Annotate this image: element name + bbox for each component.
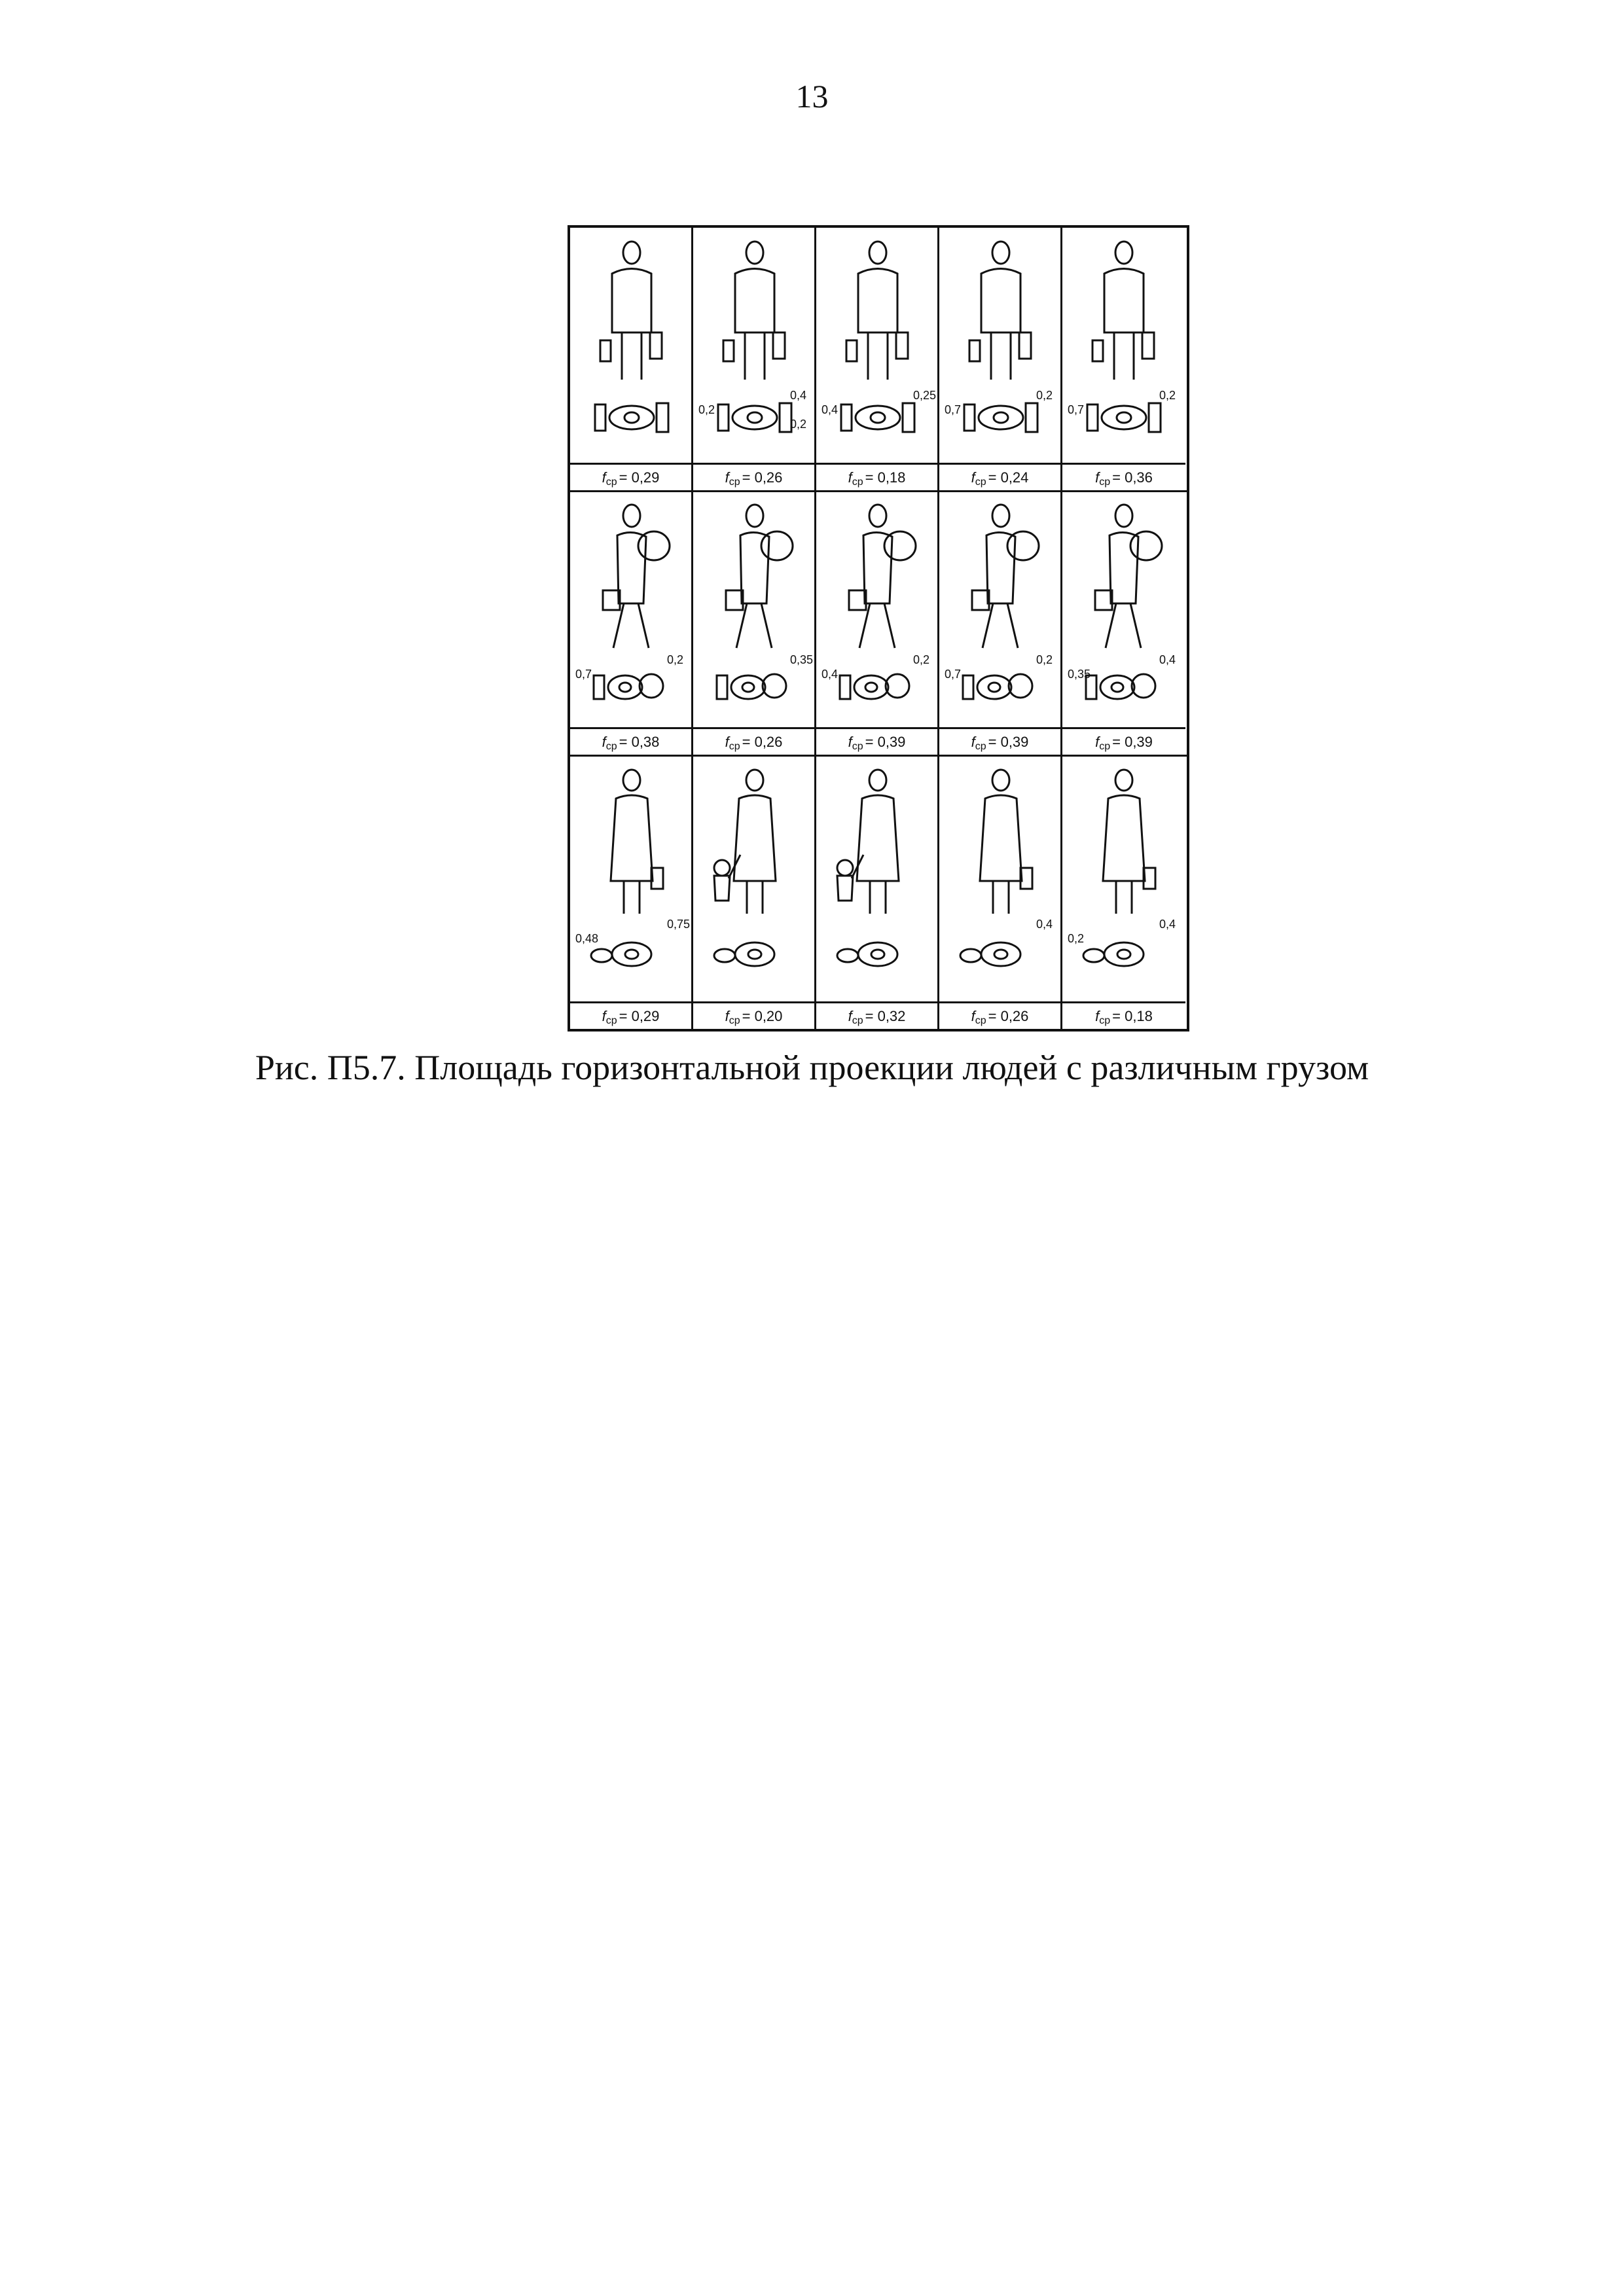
fcp-label xyxy=(693,727,814,755)
person-drawing xyxy=(939,492,1060,729)
dimension-label: 0,7 xyxy=(945,403,962,416)
person-drawing xyxy=(1062,228,1185,465)
fcp-subscript: ср xyxy=(1099,1014,1111,1026)
fcp-value: = 0,18 xyxy=(1112,1007,1153,1024)
figure-cell xyxy=(693,228,816,490)
figure-cell xyxy=(570,757,693,1029)
fcp-symbol: f xyxy=(725,733,729,750)
figure-caption: Рис. П5.7. Площадь горизонтальной проекции людей с различным грузом xyxy=(255,1048,1369,1087)
fcp-subscript: ср xyxy=(975,740,986,752)
fcp-symbol: f xyxy=(602,1007,606,1024)
person-drawing xyxy=(939,757,1060,1001)
person-drawing xyxy=(816,228,937,465)
dimension-label: 0,2 xyxy=(698,403,715,416)
fcp-symbol: f xyxy=(848,1007,852,1024)
figure-cell xyxy=(570,492,693,755)
person-drawing xyxy=(570,228,691,465)
fcp-symbol: f xyxy=(848,469,852,486)
person-drawing xyxy=(570,757,691,1001)
fcp-label xyxy=(939,727,1060,755)
fcp-subscript: ср xyxy=(975,476,986,488)
fcp-subscript: ср xyxy=(1099,740,1111,752)
fcp-subscript: ср xyxy=(605,476,617,488)
fcp-value: = 0,36 xyxy=(1112,469,1153,486)
dimension-label: 0,4 xyxy=(1159,918,1176,931)
fcp-label xyxy=(1062,727,1185,755)
figure-grid xyxy=(568,225,1189,1031)
fcp-value: = 0,20 xyxy=(742,1007,783,1024)
dimension-label: 0,2 xyxy=(667,653,684,666)
dimension-label: 0,4 xyxy=(1036,918,1053,931)
dimension-label: 0,7 xyxy=(945,668,962,681)
fcp-subscript: ср xyxy=(1099,476,1111,488)
fcp-symbol: f xyxy=(1095,469,1100,486)
dimension-label: 0,4 xyxy=(821,668,839,681)
figure-cell xyxy=(693,492,816,755)
fcp-value: = 0,38 xyxy=(619,733,660,750)
fcp-symbol: f xyxy=(725,469,729,486)
fcp-label xyxy=(939,1001,1060,1029)
fcp-subscript: ср xyxy=(852,476,863,488)
fcp-subscript: ср xyxy=(605,1014,617,1026)
person-drawing xyxy=(939,228,1060,465)
fcp-symbol: f xyxy=(725,1007,729,1024)
figure-cell xyxy=(1062,228,1185,490)
fcp-label xyxy=(570,727,691,755)
fcp-value: = 0,39 xyxy=(865,733,906,750)
dimension-label: 0,2 xyxy=(1068,932,1085,945)
dimension-label: 0,2 xyxy=(1159,389,1176,402)
fcp-symbol: f xyxy=(848,733,852,750)
dimension-label: 0,4 xyxy=(821,403,839,416)
fcp-value: = 0,26 xyxy=(742,469,783,486)
fcp-label xyxy=(1062,1001,1185,1029)
dimension-label: 0,4 xyxy=(1159,653,1176,666)
fcp-symbol: f xyxy=(602,469,606,486)
figure-row xyxy=(570,228,1187,492)
person-drawing xyxy=(570,492,691,729)
fcp-subscript: ср xyxy=(975,1014,986,1026)
figure-row xyxy=(570,757,1187,1029)
dimension-label: 0,4 xyxy=(790,389,807,402)
fcp-value: = 0,29 xyxy=(619,469,660,486)
dimension-label: 0,75 xyxy=(667,918,691,931)
fcp-subscript: ср xyxy=(852,740,863,752)
fcp-label xyxy=(693,1001,814,1029)
fcp-symbol: f xyxy=(1095,733,1100,750)
fcp-value: = 0,24 xyxy=(988,469,1029,486)
figure-cell xyxy=(570,228,693,490)
page-number: 13 xyxy=(795,78,829,115)
fcp-subscript: ср xyxy=(729,740,740,752)
person-drawing xyxy=(816,492,937,729)
fcp-value: = 0,18 xyxy=(865,469,906,486)
fcp-subscript: ср xyxy=(852,1014,863,1026)
dimension-label: 0,48 xyxy=(575,932,599,945)
figure-cell xyxy=(816,228,939,490)
dimension-label: 0,35 xyxy=(790,653,814,666)
fcp-value: = 0,39 xyxy=(988,733,1029,750)
person-drawing xyxy=(816,757,937,1001)
fcp-value: = 0,26 xyxy=(988,1007,1029,1024)
fcp-label xyxy=(816,1001,937,1029)
dimension-label: 0,7 xyxy=(575,668,592,681)
fcp-value: = 0,26 xyxy=(742,733,783,750)
person-drawing xyxy=(693,228,814,465)
figure-cell xyxy=(939,757,1062,1029)
fcp-label xyxy=(570,463,691,490)
fcp-subscript: ср xyxy=(729,476,740,488)
fcp-label xyxy=(816,463,937,490)
fcp-label xyxy=(693,463,814,490)
figure-cell xyxy=(1062,492,1185,755)
person-drawing xyxy=(693,757,814,1001)
figure-cell xyxy=(693,757,816,1029)
figure-cell xyxy=(816,757,939,1029)
dimension-label: 0,7 xyxy=(1068,403,1085,416)
figure-row xyxy=(570,492,1187,757)
fcp-symbol: f xyxy=(1095,1007,1100,1024)
figure-cell xyxy=(939,228,1062,490)
figure-cell xyxy=(939,492,1062,755)
dimension-label: 0,25 xyxy=(913,389,937,402)
fcp-label xyxy=(939,463,1060,490)
dimension-label: 0,2 xyxy=(790,418,807,431)
fcp-symbol: f xyxy=(971,469,975,486)
fcp-subscript: ср xyxy=(729,1014,740,1026)
fcp-label xyxy=(570,1001,691,1029)
person-drawing xyxy=(1062,757,1185,1001)
fcp-subscript: ср xyxy=(605,740,617,752)
fcp-symbol: f xyxy=(971,1007,975,1024)
fcp-symbol: f xyxy=(602,733,606,750)
dimension-label: 0,2 xyxy=(1036,389,1053,402)
person-drawing xyxy=(693,492,814,729)
fcp-value: = 0,29 xyxy=(619,1007,660,1024)
fcp-symbol: f xyxy=(971,733,975,750)
dimension-label: 0,35 xyxy=(1068,668,1091,681)
fcp-label xyxy=(1062,463,1185,490)
dimension-label: 0,2 xyxy=(913,653,930,666)
fcp-value: = 0,39 xyxy=(1112,733,1153,750)
fcp-value: = 0,32 xyxy=(865,1007,906,1024)
figure-cell xyxy=(816,492,939,755)
person-drawing xyxy=(1062,492,1185,729)
figure-cell xyxy=(1062,757,1185,1029)
dimension-label: 0,2 xyxy=(1036,653,1053,666)
fcp-label xyxy=(816,727,937,755)
